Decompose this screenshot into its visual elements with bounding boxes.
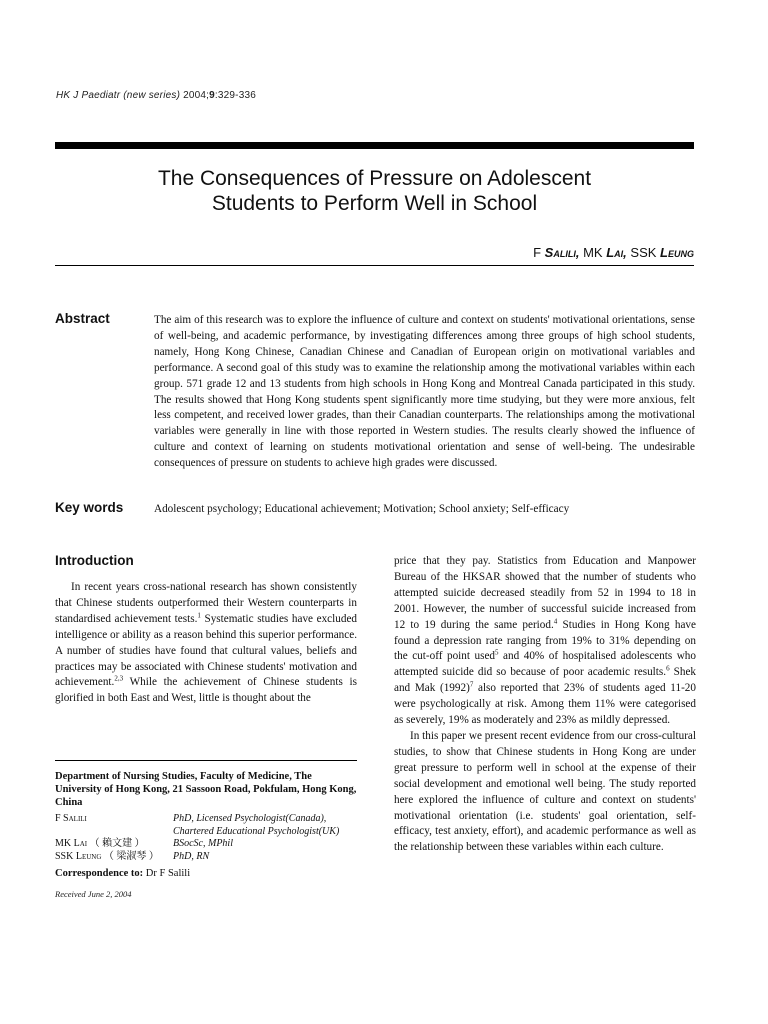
header-bar xyxy=(55,142,694,149)
author-credentials xyxy=(55,813,357,863)
author-surname: Leung xyxy=(660,245,694,260)
title-divider xyxy=(55,265,694,266)
article-title-line-1: The Consequences of Pressure on Adolescent xyxy=(157,167,592,190)
journal-name: HK J Paediatr (new series) xyxy=(56,90,181,101)
author-credential-row: MK Lai （ 賴文建 ） BSocSc, MPhil xyxy=(55,838,233,849)
author-initials: MK xyxy=(583,245,603,260)
department-affiliation: Department of Nursing Studies, Faculty of Medicine, The University of Hong Kong, 21 Sassoon Road, Pokfulam, Hong Kong, China xyxy=(55,771,357,808)
journal-pages: :329-336 xyxy=(214,90,256,101)
abstract-text: The aim of this research was to explore the influence of culture and context on students' motivational orientations, sense of well-being, and academic performance, by investigating differences among three groups of high school students, namely, Hong Kong Chinese, Canadian Chinese and Canadian of European origin on motivational variables and performance. A second goal of this study was to examine the relationship among the motivational variables within each group. 571 grade 12 and 13 students from high schools in Hong Kong and Montreal Canada participated in this study. The results showed that Hong Kong students spent significantly more time studying, but they were more anxious, felt less competent, and received lower grades, than their Canadian counterparts. The relationships among the motivational variables were generally in line with those reported in Western studies. The results clearly showed the influence of culture and context of learning on students motivational orientation and sense of well-being. The undesirable consequences of pressure on students to achieve high grades were discussed. xyxy=(154,314,695,470)
citation: 2,3 xyxy=(114,674,124,683)
left-column xyxy=(55,580,357,707)
article-title xyxy=(55,166,694,216)
journal-volume: 9 xyxy=(209,90,215,101)
received-date: Received June 2, 2004 xyxy=(55,889,132,899)
citation: 7 xyxy=(469,680,474,689)
intro-paragraph-1-continued: price that they pay. Statistics from Education and Manpower Bureau of the HKSAR showed that the number of students who attempted suicide decreased steadily from 52 in 1994 to 18 in 2001. However, the number of successful suicide increased from 12 to 19 during the same period.$^4$ Studies in Hong Kong have found a depression rate ranging from 19% to 31% depending on the cut-off point used$^5$ and 40% of hospitalised adolescents who attempted suicide did so because of poor academic results.$^6$ Shek and Mak $(1992)^7$ also reported that 23% of students aged 11-20 were psychologically at risk. Among them 11% were categorised as severely, 19% as moderately and 23% as mildly depressed. xyxy=(394,555,697,727)
intro-paragraph-1: In recent years cross-national research has shown consistently that Chinese students outperformed their Western counterparts in standardised achievement tests.$^1$ Systematic studies have excluded intelligence or ability as a reason behind this superior performance. A number of studies have found that cultural values, beliefs and practices may be associated with Chinese students' motivation and achievement.$^{2,3}$ While the achievement of Chinese students is glorified in both East and West, little is thought about the xyxy=(55,581,358,705)
intro-paragraph-2: In this paper we present recent evidence from our cross-cultural studies, to show that Chinese students in Hong Kong are under great pressure to perform well in school at the expense of their social development and emotional well being. The study reported here explored the influence of culture and context on students' motivational orientation (i.e. students' goal orientation, self-efficacy, test anxiety, effort), and academic performance as well as the relationship between these variables within each culture. xyxy=(394,729,696,854)
affiliation-divider xyxy=(55,760,357,761)
correspondence-name: Dr F Salili xyxy=(143,868,191,879)
citation: 5 xyxy=(495,648,499,657)
journal-year: 2004; xyxy=(183,90,210,101)
citation: 1 xyxy=(197,611,201,620)
author-initials: SSK xyxy=(630,245,657,260)
introduction-heading: Introduction xyxy=(55,553,134,568)
author-surname: Salili xyxy=(544,245,576,260)
author-credential-row: F Salili PhD, Licensed Psychologist(Canada), xyxy=(55,813,327,824)
journal-citation xyxy=(56,90,256,101)
author-credential-row: SSK Leung （ 梁淑琴 ） PhD, RN xyxy=(55,850,210,862)
correspondence-label: Correspondence to: xyxy=(55,868,144,879)
citation: 4 xyxy=(553,616,558,625)
author-initials: F xyxy=(533,245,542,260)
keywords-text: Adolescent psychology; Educational achievement; Motivation; School anxiety; Self-efficacy xyxy=(154,503,570,515)
author-surname: Lai xyxy=(606,245,624,260)
author-credential-row: Chartered Educational Psychologist(UK) xyxy=(173,825,340,837)
citation: 6 xyxy=(666,664,670,673)
right-column xyxy=(394,554,696,856)
correspondence xyxy=(55,868,190,879)
abstract-label: Abstract xyxy=(55,311,110,326)
article-title-line-2: Students to Perform Well in School xyxy=(211,192,538,215)
keywords-label: Key words xyxy=(55,500,124,515)
author-line: F Salili, MK Lai, SSK Leung xyxy=(533,245,694,260)
